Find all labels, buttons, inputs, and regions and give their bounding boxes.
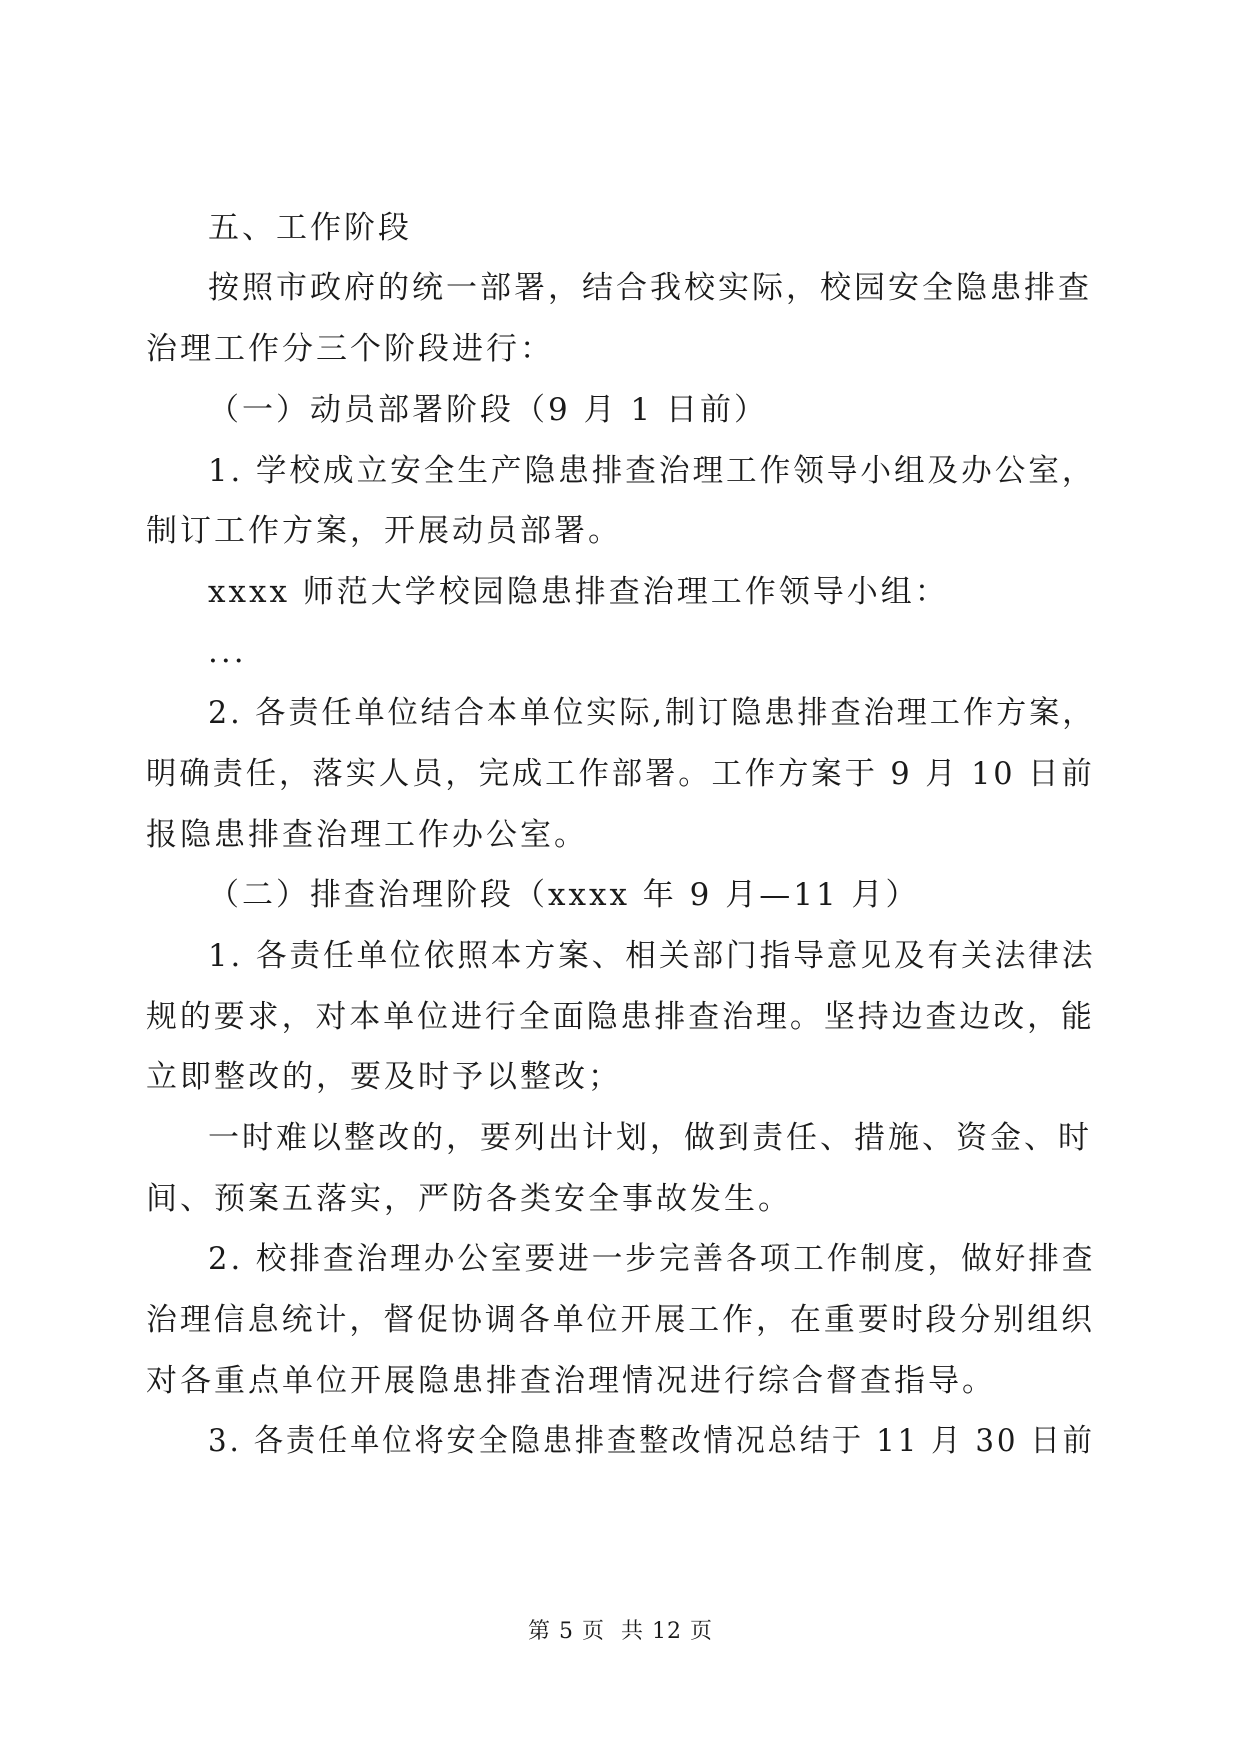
paragraph-line: 对各重点单位开展隐患排查治理情况进行综合督查指导。 [146, 1363, 996, 1399]
paragraph-line: 立即整改的，要及时予以整改； [146, 1059, 622, 1095]
paragraph-line: 治理工作分三个阶段进行： [146, 331, 554, 367]
paragraph-line: 2. 各责任单位结合本单位实际,制订隐患排查治理工作方案， [208, 695, 1096, 731]
subsection-heading: （一）动员部署阶段（9 月 1 日前） [208, 392, 769, 428]
section-heading: 五、工作阶段 [208, 210, 412, 246]
paragraph-line: 治理信息统计，督促协调各单位开展工作，在重要时段分别组织 [146, 1302, 1095, 1338]
page-number-footer: 第 5 页 共 12 页 [528, 1619, 713, 1644]
ellipsis-line: ... [208, 634, 247, 670]
paragraph-line: 规的要求，对本单位进行全面隐患排查治理。坚持边查边改，能 [146, 999, 1095, 1035]
paragraph-line: 报隐患排查治理工作办公室。 [146, 817, 588, 853]
paragraph-line: 3. 各责任单位将安全隐患排查整改情况总结于 11 月 30 日前 [208, 1423, 1095, 1459]
paragraph-line: 间、预案五落实，严防各类安全事故发生。 [146, 1181, 792, 1217]
paragraph-line: xxxx 师范大学校园隐患排查治理工作领导小组： [208, 574, 949, 610]
paragraph-line: 一时难以整改的，要列出计划，做到责任、措施、资金、时 [208, 1120, 1092, 1156]
paragraph-line: 1. 学校成立安全生产隐患排查治理工作领导小组及办公室， [208, 453, 1096, 489]
subsection-heading: （二）排查治理阶段（xxxx 年 9 月—11 月） [208, 877, 920, 913]
paragraph-line: 1. 各责任单位依照本方案、相关部门指导意见及有关法律法 [208, 938, 1096, 974]
paragraph-line: 明确责任，落实人员，完成工作部署。工作方案于 9 月 10 日前 [146, 756, 1095, 792]
paragraph-line: 2. 校排查治理办公室要进一步完善各项工作制度，做好排查 [208, 1241, 1096, 1277]
paragraph-line: 制订工作方案，开展动员部署。 [146, 513, 622, 549]
paragraph-line: 按照市政府的统一部署，结合我校实际，校园安全隐患排查 [208, 270, 1092, 306]
